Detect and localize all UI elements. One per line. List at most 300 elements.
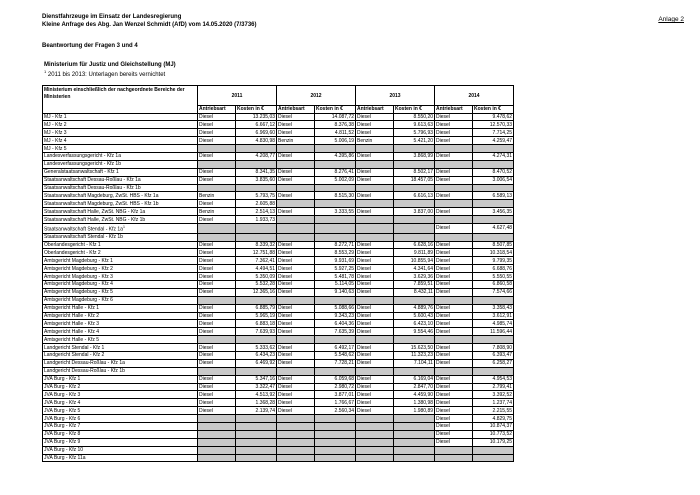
row-label [43, 168, 198, 176]
cost-cell: 11.323,23 [394, 351, 435, 359]
footnote-ref: 1 [122, 224, 125, 229]
empty-cell [236, 145, 277, 153]
empty-cell [356, 336, 394, 344]
cost-cell: 8.515,30 [315, 192, 356, 200]
empty-cell [435, 184, 473, 192]
cost-cell: 10.179,25 [473, 438, 514, 446]
drive-type-cell: Diesel [198, 383, 236, 391]
row-label-text: Landgericht Stendal - Kfz 2 [44, 352, 105, 359]
row-label [43, 375, 198, 383]
drive-type-cell: Diesel [435, 137, 473, 145]
row-label [43, 296, 198, 304]
table-row [43, 336, 514, 344]
empty-cell [394, 415, 435, 423]
empty-cell [473, 367, 514, 375]
cost-cell: 5.421,20 [394, 137, 435, 145]
row-label [43, 113, 198, 121]
row-label-text: JVA Burg - Kfz 6 [44, 415, 81, 422]
empty-cell [315, 233, 356, 241]
drive-type-cell: Diesel [435, 168, 473, 176]
empty-cell [198, 296, 236, 304]
drive-type-header: Antriebsart [356, 106, 394, 114]
cost-cell: 3.006,54 [473, 176, 514, 184]
table-row [43, 407, 514, 415]
cost-cell: 4.259,47 [473, 137, 514, 145]
empty-cell [473, 446, 514, 454]
empty-cell [435, 200, 473, 208]
empty-cell [435, 336, 473, 344]
empty-cell [277, 216, 315, 224]
cost-cell: 6.059,68 [315, 375, 356, 383]
row-label [43, 216, 198, 224]
table-row [43, 280, 514, 288]
cost-cell: 9.931,69 [315, 257, 356, 265]
cost-cell: 15.623,50 [394, 344, 435, 352]
table-row [43, 430, 514, 438]
cost-cell: 6.404,36 [315, 320, 356, 328]
row-label [43, 320, 198, 328]
row-label [43, 137, 198, 145]
cost-cell: 7.728,21 [315, 359, 356, 367]
table-row [43, 192, 514, 200]
drive-type-cell: Diesel [277, 121, 315, 129]
cost-cell: 6.169,04 [394, 375, 435, 383]
row-label-text: Amtsgericht Halle - Kfz 3 [44, 320, 100, 327]
empty-cell [236, 446, 277, 454]
empty-cell [277, 233, 315, 241]
row-label-text: JVA Burg - Kfz 7 [44, 423, 81, 430]
empty-cell [394, 296, 435, 304]
drive-type-cell: Diesel [356, 257, 394, 265]
cost-cell: 4.985,74 [473, 320, 514, 328]
empty-cell [236, 160, 277, 168]
empty-cell [356, 438, 394, 446]
empty-cell [356, 415, 394, 423]
empty-cell [277, 296, 315, 304]
cost-cell: 1.766,67 [315, 399, 356, 407]
drive-type-cell: Diesel [435, 320, 473, 328]
cost-cell: 9.140,63 [315, 288, 356, 296]
drive-type-cell: Diesel [356, 328, 394, 336]
drive-type-cell: Diesel [277, 328, 315, 336]
empty-cell [394, 216, 435, 224]
row-label [43, 415, 198, 423]
cost-cell: 10.874,37 [473, 423, 514, 431]
empty-cell [356, 430, 394, 438]
empty-cell [473, 200, 514, 208]
drive-type-cell: Diesel [277, 265, 315, 273]
table-row [43, 257, 514, 265]
cost-cell: 8.507,85 [473, 241, 514, 249]
empty-cell [198, 145, 236, 153]
table-row [43, 273, 514, 281]
row-label-text: Amtsgericht Magdeburg - Kfz 2 [44, 265, 113, 272]
empty-cell [435, 145, 473, 153]
drive-type-cell: Diesel [435, 223, 473, 233]
row-label-text: Staatsanwaltschaft Dessau-Roßlau - Kfz 1a [44, 177, 141, 184]
cost-cell: 1.980,89 [394, 407, 435, 415]
drive-type-cell: Diesel [277, 312, 315, 320]
row-label [43, 344, 198, 352]
row-label [43, 336, 198, 344]
empty-cell [356, 184, 394, 192]
empty-cell [315, 415, 356, 423]
row-label-text: MJ - Kfz 4 [44, 137, 67, 144]
drive-type-cell: Diesel [356, 351, 394, 359]
empty-cell [394, 438, 435, 446]
cost-cell: 9.811,89 [394, 249, 435, 257]
drive-type-header: Antriebsart [198, 106, 236, 114]
drive-type-cell: Diesel [198, 265, 236, 273]
drive-type-cell: Diesel [356, 375, 394, 383]
empty-cell [356, 296, 394, 304]
drive-type-cell: Diesel [198, 344, 236, 352]
row-label-text: Amtsgericht Halle - Kfz 4 [44, 328, 100, 335]
empty-cell [277, 423, 315, 431]
cost-cell: 6.258,27 [473, 359, 514, 367]
empty-cell [277, 336, 315, 344]
empty-cell [277, 184, 315, 192]
drive-type-cell: Diesel [277, 344, 315, 352]
empty-cell [435, 367, 473, 375]
row-label-text: Amtsgericht Magdeburg - Kfz 1 [44, 257, 113, 264]
row-label-text: Amtsgericht Magdeburg - Kfz 4 [44, 281, 113, 288]
drive-type-cell: Diesel [198, 216, 236, 224]
drive-type-cell: Diesel [435, 265, 473, 273]
drive-type-cell: Diesel [435, 249, 473, 257]
drive-type-cell: Diesel [356, 273, 394, 281]
empty-cell [435, 446, 473, 454]
cost-cell: 6.589,13 [473, 192, 514, 200]
drive-type-cell: Diesel [356, 241, 394, 249]
cost-cell: 4.627,48 [473, 223, 514, 233]
row-label-text: Landesverfassungsgericht - Kfz 1b [44, 161, 121, 168]
table-row [43, 399, 514, 407]
row-label [43, 257, 198, 265]
cost-cell: 4.395,86 [315, 152, 356, 160]
row-label-text: Amtsgericht Magdeburg - Kfz 3 [44, 273, 113, 280]
row-label-text: JVA Burg - Kfz 11a [44, 455, 86, 461]
drive-type-cell: Diesel [435, 273, 473, 281]
empty-cell [315, 145, 356, 153]
row-label [43, 152, 198, 160]
cost-cell: 3.835,60 [236, 176, 277, 184]
cost-cell: 7.635,39 [315, 328, 356, 336]
drive-type-cell: Diesel [435, 121, 473, 129]
drive-type-cell: Diesel [356, 391, 394, 399]
row-label-text: Staatsanwaltschaft Dessau-Roßlau - Kfz 1b [44, 184, 141, 191]
empty-cell [315, 367, 356, 375]
row-label [43, 280, 198, 288]
cost-cell: 7.574,66 [473, 288, 514, 296]
drive-type-cell: Diesel [356, 280, 394, 288]
drive-type-cell: Diesel [356, 176, 394, 184]
drive-type-cell: Diesel [435, 328, 473, 336]
empty-cell [277, 160, 315, 168]
row-label [43, 438, 198, 446]
empty-cell [394, 160, 435, 168]
cost-cell: 3.322,47 [236, 383, 277, 391]
table-row [43, 137, 514, 145]
cost-cell: 7.639,93 [236, 328, 277, 336]
empty-cell [198, 160, 236, 168]
cost-cell: 6.616,13 [394, 192, 435, 200]
row-label-text: Landgericht Dessau-Roßlau - Kfz 1b [44, 368, 125, 375]
drive-type-cell: Diesel [435, 288, 473, 296]
row-label [43, 407, 198, 415]
drive-type-cell: Diesel [198, 113, 236, 121]
drive-type-cell: Diesel [356, 312, 394, 320]
cost-cell: 7.714,25 [473, 129, 514, 137]
empty-cell [315, 446, 356, 454]
empty-cell [315, 296, 356, 304]
cost-cell: 1.380,98 [394, 399, 435, 407]
drive-type-cell: Diesel [198, 273, 236, 281]
row-label-text: Landgericht Stendal - Kfz 1 [44, 344, 105, 351]
cost-cell: 6.469,92 [236, 359, 277, 367]
empty-cell [277, 200, 315, 208]
drive-type-cell: Diesel [277, 257, 315, 265]
row-label [43, 454, 198, 462]
table-row [43, 344, 514, 352]
drive-type-cell: Diesel [435, 152, 473, 160]
cost-cell: 10.773,52 [473, 430, 514, 438]
drive-type-cell: Diesel [277, 273, 315, 281]
cost-cell: 4.954,53 [473, 375, 514, 383]
cost-cell: 2.514,13 [236, 208, 277, 216]
empty-cell [473, 233, 514, 241]
row-label-text: JVA Burg - Kfz 3 [44, 391, 81, 398]
cost-cell: 8.341,35 [236, 168, 277, 176]
table-row [43, 423, 514, 431]
table-row [43, 208, 514, 216]
row-label [43, 129, 198, 137]
cost-cell: 9.554,46 [394, 328, 435, 336]
drive-type-cell: Diesel [277, 399, 315, 407]
cost-cell: 1.237,74 [473, 399, 514, 407]
cost-cell: 8.276,41 [315, 168, 356, 176]
empty-cell [394, 367, 435, 375]
drive-type-cell: Diesel [356, 320, 394, 328]
drive-type-cell: Benzin [277, 137, 315, 145]
cost-cell: 4.513,92 [236, 391, 277, 399]
row-label-text: Amtsgericht Magdeburg - Kfz 6 [44, 297, 113, 304]
cost-cell: 7.104,11 [394, 359, 435, 367]
row-label [43, 359, 198, 367]
empty-cell [394, 430, 435, 438]
row-label [43, 223, 198, 233]
empty-cell [473, 454, 514, 462]
drive-type-cell: Diesel [356, 249, 394, 257]
empty-cell [236, 454, 277, 462]
row-label [43, 249, 198, 257]
row-label [43, 241, 198, 249]
table-row [43, 200, 514, 208]
cost-cell: 6.688,76 [473, 265, 514, 273]
table-row [43, 304, 514, 312]
drive-type-cell: Diesel [435, 257, 473, 265]
empty-cell [394, 223, 435, 233]
cost-cell: 5.347,16 [236, 375, 277, 383]
header-label: Ministerium einschließlich der nachgeordnete Bereiche der Ministerien [43, 86, 198, 114]
empty-cell [315, 336, 356, 344]
table-row [43, 216, 514, 224]
drive-type-cell: Diesel [435, 438, 473, 446]
row-label [43, 160, 198, 168]
drive-type-cell: Diesel [277, 280, 315, 288]
cost-cell: 5.793,75 [236, 192, 277, 200]
drive-type-cell: Diesel [277, 288, 315, 296]
row-label-text: MJ - Kfz 2 [44, 121, 67, 128]
cost-cell: 3.392,52 [473, 391, 514, 399]
cost-cell: 12.570,33 [473, 121, 514, 129]
empty-cell [277, 145, 315, 153]
cost-cell: 7.362,41 [236, 257, 277, 265]
table-row [43, 184, 514, 192]
cost-header: Kosten in € [473, 106, 514, 114]
ministry-heading: Ministerium für Justiz und Gleichstellung (MJ) [44, 62, 176, 68]
cost-cell: 3.629,36 [394, 273, 435, 281]
row-label [43, 288, 198, 296]
empty-cell [198, 430, 236, 438]
drive-type-cell: Diesel [356, 168, 394, 176]
drive-type-cell: Diesel [435, 129, 473, 137]
cost-cell: 2.847,70 [394, 383, 435, 391]
empty-cell [435, 160, 473, 168]
drive-type-cell: Diesel [356, 383, 394, 391]
table-row [43, 454, 514, 462]
cost-cell: 3.837,00 [394, 208, 435, 216]
empty-cell [236, 423, 277, 431]
row-label [43, 391, 198, 399]
year-header: 2013 [356, 86, 435, 106]
table-row [43, 438, 514, 446]
drive-type-cell: Diesel [198, 121, 236, 129]
empty-cell [356, 223, 394, 233]
cost-cell: 9.478,62 [473, 113, 514, 121]
drive-type-cell: Diesel [198, 168, 236, 176]
table-row [43, 320, 514, 328]
drive-type-cell: Diesel [198, 399, 236, 407]
empty-cell [394, 454, 435, 462]
drive-type-cell: Diesel [435, 383, 473, 391]
empty-cell [236, 367, 277, 375]
drive-type-header: Antriebsart [277, 106, 315, 114]
drive-type-cell: Diesel [435, 423, 473, 431]
drive-type-cell: Diesel [198, 359, 236, 367]
empty-cell [198, 415, 236, 423]
row-label [43, 265, 198, 273]
empty-cell [277, 415, 315, 423]
empty-cell [356, 145, 394, 153]
year-header: 2012 [277, 86, 356, 106]
cost-cell: 2.980,72 [315, 383, 356, 391]
row-label-text: JVA Burg - Kfz 9 [44, 439, 81, 446]
cost-cell: 4.494,51 [236, 265, 277, 273]
cost-cell: 5.796,93 [394, 129, 435, 137]
empty-cell [473, 145, 514, 153]
drive-type-cell: Diesel [356, 344, 394, 352]
drive-type-cell: Diesel [356, 121, 394, 129]
cost-cell: 8.272,71 [315, 241, 356, 249]
table-row [43, 233, 514, 241]
drive-type-cell: Diesel [435, 344, 473, 352]
empty-cell [394, 233, 435, 241]
drive-type-cell: Diesel [198, 257, 236, 265]
empty-cell [198, 454, 236, 462]
row-label-text: Staatsanwaltschaft Magdeburg, ZwSt. HBS - Kfz 1b [44, 200, 159, 207]
row-label-text: Staatsanwaltschaft Halle, ZwSt. NBG - Kfz 1a [44, 208, 146, 215]
row-label-text: Staatsanwaltschaft Halle, ZwSt. NBG - Kfz 1b [44, 216, 146, 223]
table-row [43, 359, 514, 367]
row-label [43, 351, 198, 359]
row-label-text: JVA Burg - Kfz 8 [44, 431, 81, 438]
table-row [43, 129, 514, 137]
drive-type-cell: Diesel [356, 152, 394, 160]
empty-cell [356, 216, 394, 224]
footnote-mark: 1 [44, 69, 47, 74]
cost-cell: 12.365,16 [236, 288, 277, 296]
cost-cell: 3.612,91 [473, 312, 514, 320]
empty-cell [394, 446, 435, 454]
empty-cell [394, 423, 435, 431]
drive-type-cell: Diesel [356, 359, 394, 367]
drive-type-cell: Diesel [198, 328, 236, 336]
drive-type-cell: Diesel [277, 304, 315, 312]
cost-cell: 5.532,28 [236, 280, 277, 288]
table-row [43, 446, 514, 454]
empty-cell [315, 160, 356, 168]
empty-cell [315, 223, 356, 233]
cost-cell: 6.423,10 [394, 320, 435, 328]
year-header: 2011 [198, 86, 277, 106]
drive-type-cell: Diesel [277, 359, 315, 367]
drive-type-cell: Diesel [198, 304, 236, 312]
cost-cell: 4.829,75 [473, 415, 514, 423]
vehicle-cost-table [42, 85, 514, 462]
table-row [43, 152, 514, 160]
cost-cell: 8.432,11 [394, 288, 435, 296]
drive-type-cell: Diesel [198, 312, 236, 320]
drive-type-cell: Diesel [277, 351, 315, 359]
drive-type-cell: Diesel [435, 192, 473, 200]
empty-cell [315, 438, 356, 446]
cost-cell: 5.600,43 [394, 312, 435, 320]
drive-type-cell: Diesel [277, 407, 315, 415]
header-inquiry: Kleine Anfrage des Abg. Jan Wenzel Schmidt (AfD) vom 14.05.2020 (7/3736) [42, 21, 257, 28]
cost-cell: 6.860,58 [473, 280, 514, 288]
row-label [43, 208, 198, 216]
drive-type-cell: Diesel [356, 288, 394, 296]
empty-cell [356, 367, 394, 375]
cost-cell: 13.235,03 [236, 113, 277, 121]
empty-cell [198, 446, 236, 454]
drive-type-cell: Diesel [198, 200, 236, 208]
empty-cell [356, 200, 394, 208]
cost-cell: 10.855,94 [394, 257, 435, 265]
table-row [43, 328, 514, 336]
cost-cell: 6.492,17 [315, 344, 356, 352]
empty-cell [277, 438, 315, 446]
empty-cell [356, 446, 394, 454]
year-header: 2014 [435, 86, 514, 106]
cost-cell: 5.002,09 [315, 176, 356, 184]
drive-type-cell: Diesel [435, 280, 473, 288]
empty-cell [356, 454, 394, 462]
drive-type-cell: Diesel [435, 375, 473, 383]
drive-type-cell: Diesel [356, 129, 394, 137]
drive-type-cell: Diesel [277, 113, 315, 121]
